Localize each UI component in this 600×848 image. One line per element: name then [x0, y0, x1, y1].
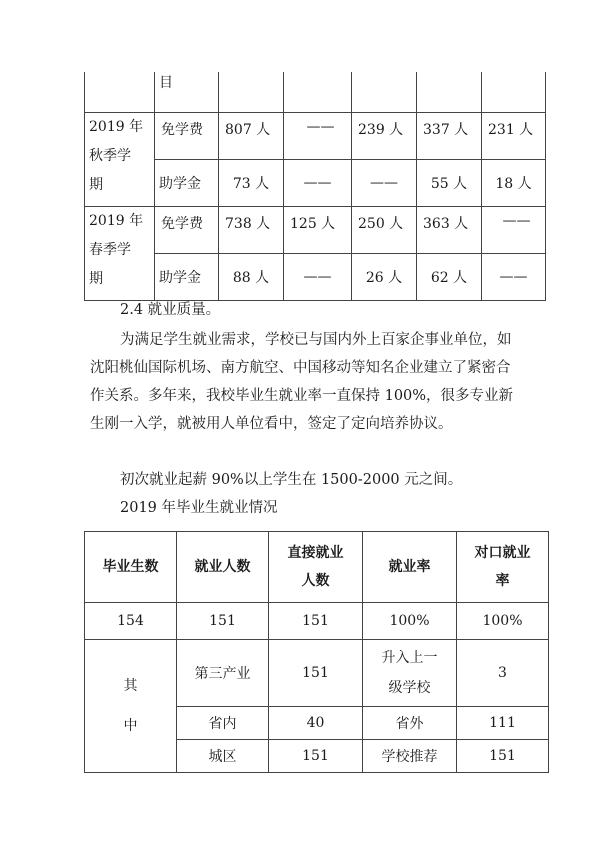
body-paragraph: 初次就业起薪 90%以上学生在 1500-2000 元之间。 [120, 472, 463, 488]
table-cell: 151 [269, 640, 363, 707]
header-cell: 毕业生数 [85, 532, 177, 603]
table-cell: 第三产业 [177, 640, 269, 707]
table-cell: 807 人 [219, 113, 284, 160]
header-cell: 就业率 [363, 532, 457, 603]
item-cell: 免学费 [155, 113, 219, 160]
table-cell: 省外 [363, 707, 457, 740]
semester-label: 2019 年 秋季学 期 [85, 113, 155, 207]
table-row [85, 254, 546, 301]
table-cell: —— [284, 254, 352, 301]
table-cell: 151 [457, 740, 549, 773]
table-row [85, 113, 546, 160]
table-cell: 363 人 [417, 207, 482, 254]
table-cell: 738 人 [219, 207, 284, 254]
table-cell: 100% [457, 603, 549, 640]
table-cell: 154 [85, 603, 177, 640]
table-cell: 250 人 [352, 207, 417, 254]
table-cell: 100% [363, 603, 457, 640]
table-cell: —— [482, 254, 546, 301]
item-cell: 助学金 [155, 160, 219, 207]
table-cell: 55 人 [417, 160, 482, 207]
table-cell: 151 [269, 603, 363, 640]
semester-label: 2019 年 春季学 期 [85, 207, 155, 301]
body-paragraph: 为满足学生就业需求，学校已与国内外上百家企事业单位，如沈阳桃仙国际机场、南方航空、中国移动等知名企业建立了紧密合作关系。多年来，我校毕业生就业率一直保持 100%，很多专业新生刚一入学，就被用人单位看中，签定了定向培养协议。 [90, 332, 514, 432]
header-cell: 对口就业率 [457, 532, 549, 603]
table-cell: 151 [177, 603, 269, 640]
table-cell: 省内 [177, 707, 269, 740]
table-caption: 2019 年毕业生就业情况 [120, 500, 278, 516]
table-row [85, 72, 546, 113]
funding-table [84, 72, 546, 301]
item-cell: 免学费 [155, 207, 219, 254]
table-cell: 62 人 [417, 254, 482, 301]
table-cell: 88 人 [219, 254, 284, 301]
table-cell: 73 人 [219, 160, 284, 207]
table-cell: 40 [269, 707, 363, 740]
table-cell: 3 [457, 640, 549, 707]
table-cell: 18 人 [482, 160, 546, 207]
group-label: 其中 [85, 640, 177, 773]
table-cell: 337 人 [417, 113, 482, 160]
table-cell: —— [284, 113, 352, 160]
table-cell: —— [284, 160, 352, 207]
header-cell: 直接就业人数 [269, 532, 363, 603]
table-header-row [85, 532, 549, 603]
table-row [85, 160, 546, 207]
table-cell: 239 人 [352, 113, 417, 160]
header-cell: 就业人数 [177, 532, 269, 603]
table-cell: 城区 [177, 740, 269, 773]
section-heading: 2.4 就业质量。 [120, 302, 221, 318]
table-row [85, 640, 549, 707]
employment-table [84, 531, 549, 773]
table-cell: 151 [269, 740, 363, 773]
table-cell: 231 人 [482, 113, 546, 160]
table-cell: 升入上一级学校 [363, 640, 457, 707]
table-cell: —— [482, 207, 546, 254]
table-row [85, 207, 546, 254]
table-cell: 26 人 [352, 254, 417, 301]
table-cell: 111 [457, 707, 549, 740]
table-cell: —— [352, 160, 417, 207]
table-cell: 125 人 [284, 207, 352, 254]
item-cell: 目 [155, 72, 219, 113]
table-row [85, 603, 549, 640]
table-cell: 学校推荐 [363, 740, 457, 773]
item-cell: 助学金 [155, 254, 219, 301]
